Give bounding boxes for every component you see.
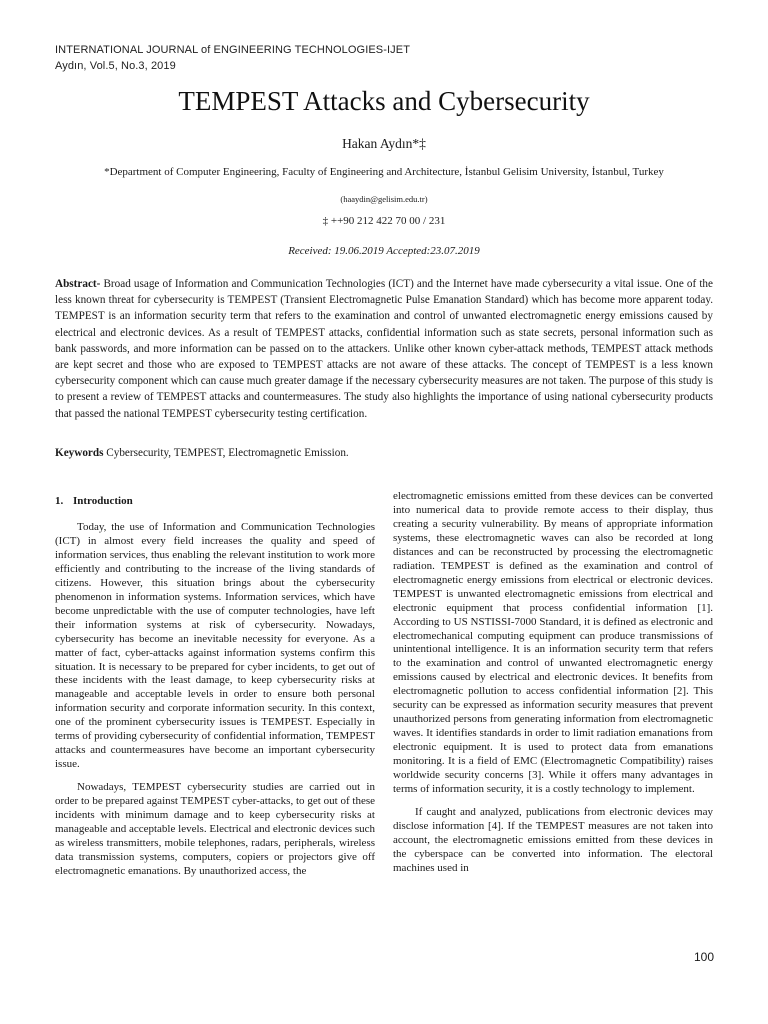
author-email: (haaydin@gelisim.edu.tr) [340, 194, 428, 204]
keywords-label: Keywords [55, 447, 104, 459]
section-title: Introduction [73, 495, 133, 507]
author-phone: ‡ ++90 212 422 70 00 / 231 [322, 215, 446, 227]
left-column [55, 490, 375, 879]
abstract-label: Abstract- [55, 278, 101, 290]
right-column [393, 490, 713, 876]
body-paragraph: Nowadays, TEMPEST cybersecurity studies are carried out in order to be prepared against TEMPEST cyber-attacks, to get out of these incidents with minimum damage and to keep cybersecurity risks at manageable and acceptable levels. Electrical and electronic devices such as wireless transmitters, mobile telephones, radars, peripherals, wireless data transmission systems, computers, copiers or projectors give off electromagnetic emanations. By unauthorized access, the [55, 781, 375, 877]
journal-volume: Aydın, Vol.5, No.3, 2019 [55, 60, 176, 72]
abstract-text: Broad usage of Information and Communication Technologies (ICT) and the Internet have made cybersecurity a vital issue. One of the less known threat for cybersecurity is TEMPEST (Transient Electromagnetic Pulse Emanation Standard) which has become more apparent today. TEMPEST is an information security term that refers to the examination and control of unwanted electromagnetic energy emissions caused by electrical and electronic devices. As a result of TEMPEST attacks, confidential information such as state secrets, personal information such as bank passwords, and more information can be passed on to the attackers. Unlike other known cyber-attack methods, TEMPEST attack methods are kept secret and those who are exposed to TEMPEST attacks are not aware of these attacks. The concept of TEMPEST is a less known cybersecurity component which can cause much greater damage if the necessary cybersecurity measures are not taken. The purpose of this study is to present a review of TEMPEST attacks and countermeasures. The study also highlights the importance of using national cybersecurity products that passed the national TEMPEST cybersecurity testing certification. [55, 278, 713, 420]
author-affiliation: *Department of Computer Engineering, Faculty of Engineering and Architecture, İstanbul Gelisim University, İstanbul, Turkey [104, 166, 664, 178]
body-paragraph: electromagnetic emissions emitted from these devices can be converted into numerical data to provide remote access to their display, thus creating a security vulnerability. By means of appropriate information systems, these electromagnetic waves can also be recorded at long distances and can be reconstructed by processing the electromagnetic radiation. TEMPEST is defined as the examination and control of electromagnetic energy emissions from electrical or electronic devices. TEMPEST is unwanted electromagnetic emissions from electrical and electronic equipment that process confidential information [1]. According to US NSTISSI-7000 Standard, it is defined as electronic and electromechanical computing equipment can produce transmissions of unintentional intelligence. It is an information security term that refers to the examination and control of unwanted electromagnetic energy emissions caused by electrical and electronic devices. It benefits from electromagnetic pollution to access confidential information [2]. This security can be expressed as information security measures that prevent unauthorized persons from generating information from electromagnetic waves. It identifies standards in order to limit radiation emanations from electronic equipment. It is used to protect data from emanations monitoring. It is a field of EMC (Electromagnetic Compatibility) raises worldwide security concerns [3]. While it offers many advantages in terms of information security, it is a costly technology to implement. [393, 490, 713, 796]
received-dates: Received: 19.06.2019 Accepted:23.07.2019 [288, 245, 480, 257]
body-paragraph: Today, the use of Information and Communication Technologies (ICT) in almost every field increases the quality and speed of information services, thus enabling the relevant institution to work more efficiently and contributing to the increase of the living standards of citizens. However, this situation brings about the cybersecurity phenomenon in information systems. Information services, which have become unpredictable with the use of computer technologies, have left their information systems at risk of cybersecurity. Nowadays, cybersecurity has become an inevitable necessity for everyone. As a matter of fact, cyber-attacks against information systems confirm this situation. It is necessary to be prepared for cyber incidents, to get out of these incidents with the least damage, to keep cybersecurity risks at manageable and acceptable levels in order to ensure both personal information security and corporate information security. In this context, one of the prominent cybersecurity issues is TEMPEST. Especially in terms of providing cybersecurity of confidential information, TEMPEST attacks and countermeasures have become an important cybersecurity issue. [55, 521, 375, 771]
body-paragraph: If caught and analyzed, publications from electronic devices may disclose information [4]. If the TEMPEST measures are not taken into account, the electromagnetic emissions emitted from these devices in the cyberspace can be converted into information. The electoral machines used in [393, 805, 713, 874]
abstract [55, 276, 713, 422]
paper-author: Hakan Aydın*‡ [342, 136, 426, 151]
page-number: 100 [693, 950, 714, 964]
paper-title: TEMPEST Attacks and Cybersecurity [178, 86, 590, 116]
journal-name: INTERNATIONAL JOURNAL of ENGINEERING TECHNOLOGIES-IJET [55, 44, 411, 56]
keywords [55, 445, 713, 461]
section-number: 1. [55, 495, 64, 507]
keywords-text: Cybersecurity, TEMPEST, Electromagnetic Emission. [103, 447, 349, 459]
section-heading [55, 494, 375, 508]
